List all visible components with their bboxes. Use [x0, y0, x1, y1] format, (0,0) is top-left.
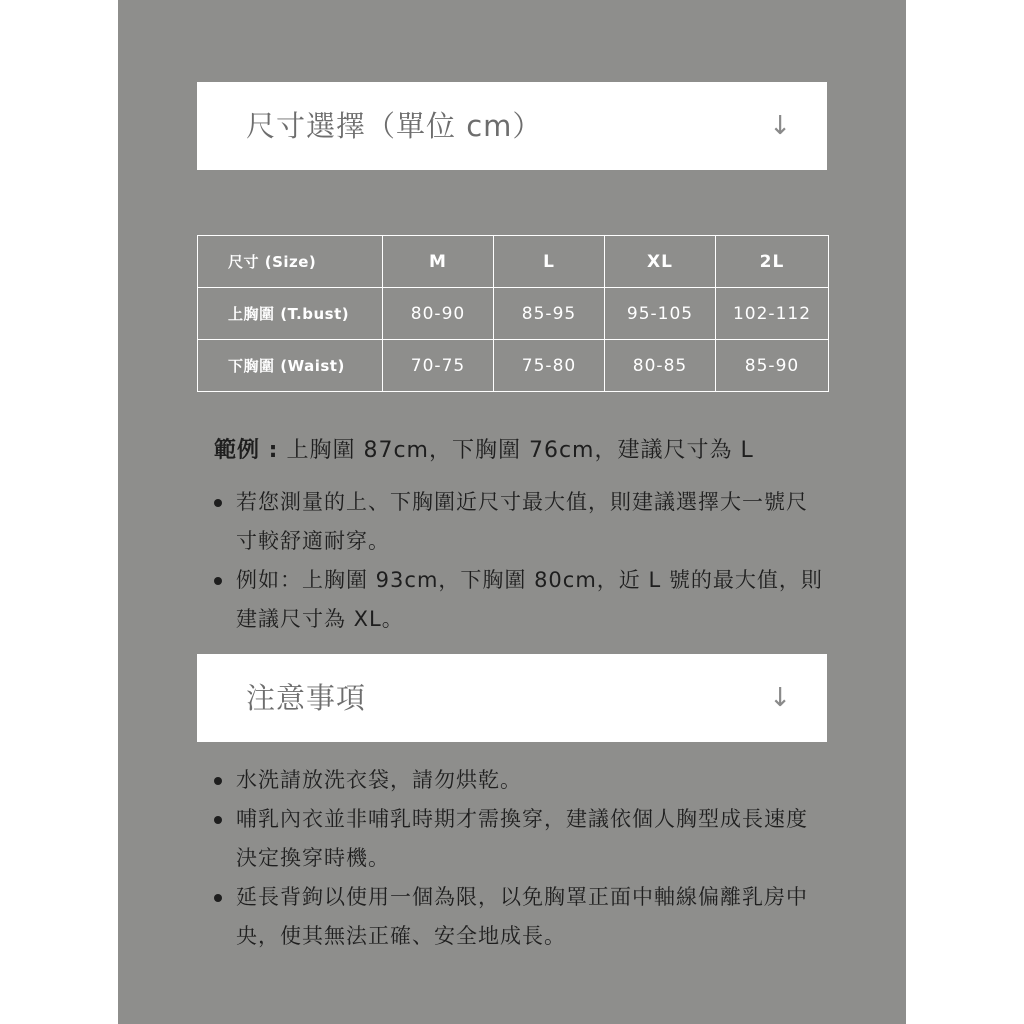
list-item: 延長背鉤以使用一個為限，以免胸罩正面中軸線偏離乳房中央，使其無法正確、安全地成長。: [214, 878, 828, 956]
arrow-down-icon[interactable]: ↓: [769, 111, 791, 141]
table-row: [198, 340, 829, 392]
table-row: [198, 288, 829, 340]
table-cell: 80-90: [383, 288, 494, 340]
size-col-2l: 2L: [716, 236, 829, 288]
example-label: 範例 :: [214, 438, 279, 463]
size-selection-accordion-header[interactable]: [197, 82, 827, 170]
table-cell: 85-95: [494, 288, 605, 340]
table-cell: 75-80: [494, 340, 605, 392]
list-item: 若您測量的上、下胸圍近尺寸最大值，則建議選擇大一號尺寸較舒適耐穿。: [214, 483, 828, 561]
table-cell: 85-90: [716, 340, 829, 392]
size-table: [197, 235, 829, 392]
size-col-m: M: [383, 236, 494, 288]
size-col-l: L: [494, 236, 605, 288]
table-cell: 70-75: [383, 340, 494, 392]
size-col-xl: XL: [605, 236, 716, 288]
list-item: 水洗請放洗衣袋，請勿烘乾。: [214, 761, 828, 800]
example-text: 上胸圍 87cm，下胸圍 76cm，建議尺寸為 L: [278, 438, 754, 463]
size-selection-title: 尺寸選擇（單位 cm）: [246, 109, 543, 143]
notes-title: 注意事項: [246, 681, 367, 715]
table-cell: 80-85: [605, 340, 716, 392]
arrow-down-icon[interactable]: ↓: [769, 683, 791, 713]
table-cell: 95-105: [605, 288, 716, 340]
notes-accordion-header[interactable]: [197, 654, 827, 742]
row-label-top-bust: 上胸圍 (T.bust): [198, 288, 383, 340]
row-label-waist: 下胸圍 (Waist): [198, 340, 383, 392]
list-item: 哺乳內衣並非哺乳時期才需換穿，建議依個人胸型成長速度決定換穿時機。: [214, 800, 828, 878]
notes-list: [214, 761, 828, 956]
size-table-header-row: [198, 236, 829, 288]
size-example: [214, 433, 754, 464]
size-tips-list: [214, 483, 828, 639]
list-item: 例如：上胸圍 93cm，下胸圍 80cm，近 L 號的最大值，則建議尺寸為 XL。: [214, 561, 828, 639]
table-cell: 102-112: [716, 288, 829, 340]
size-header-label: 尺寸 (Size): [198, 236, 383, 288]
